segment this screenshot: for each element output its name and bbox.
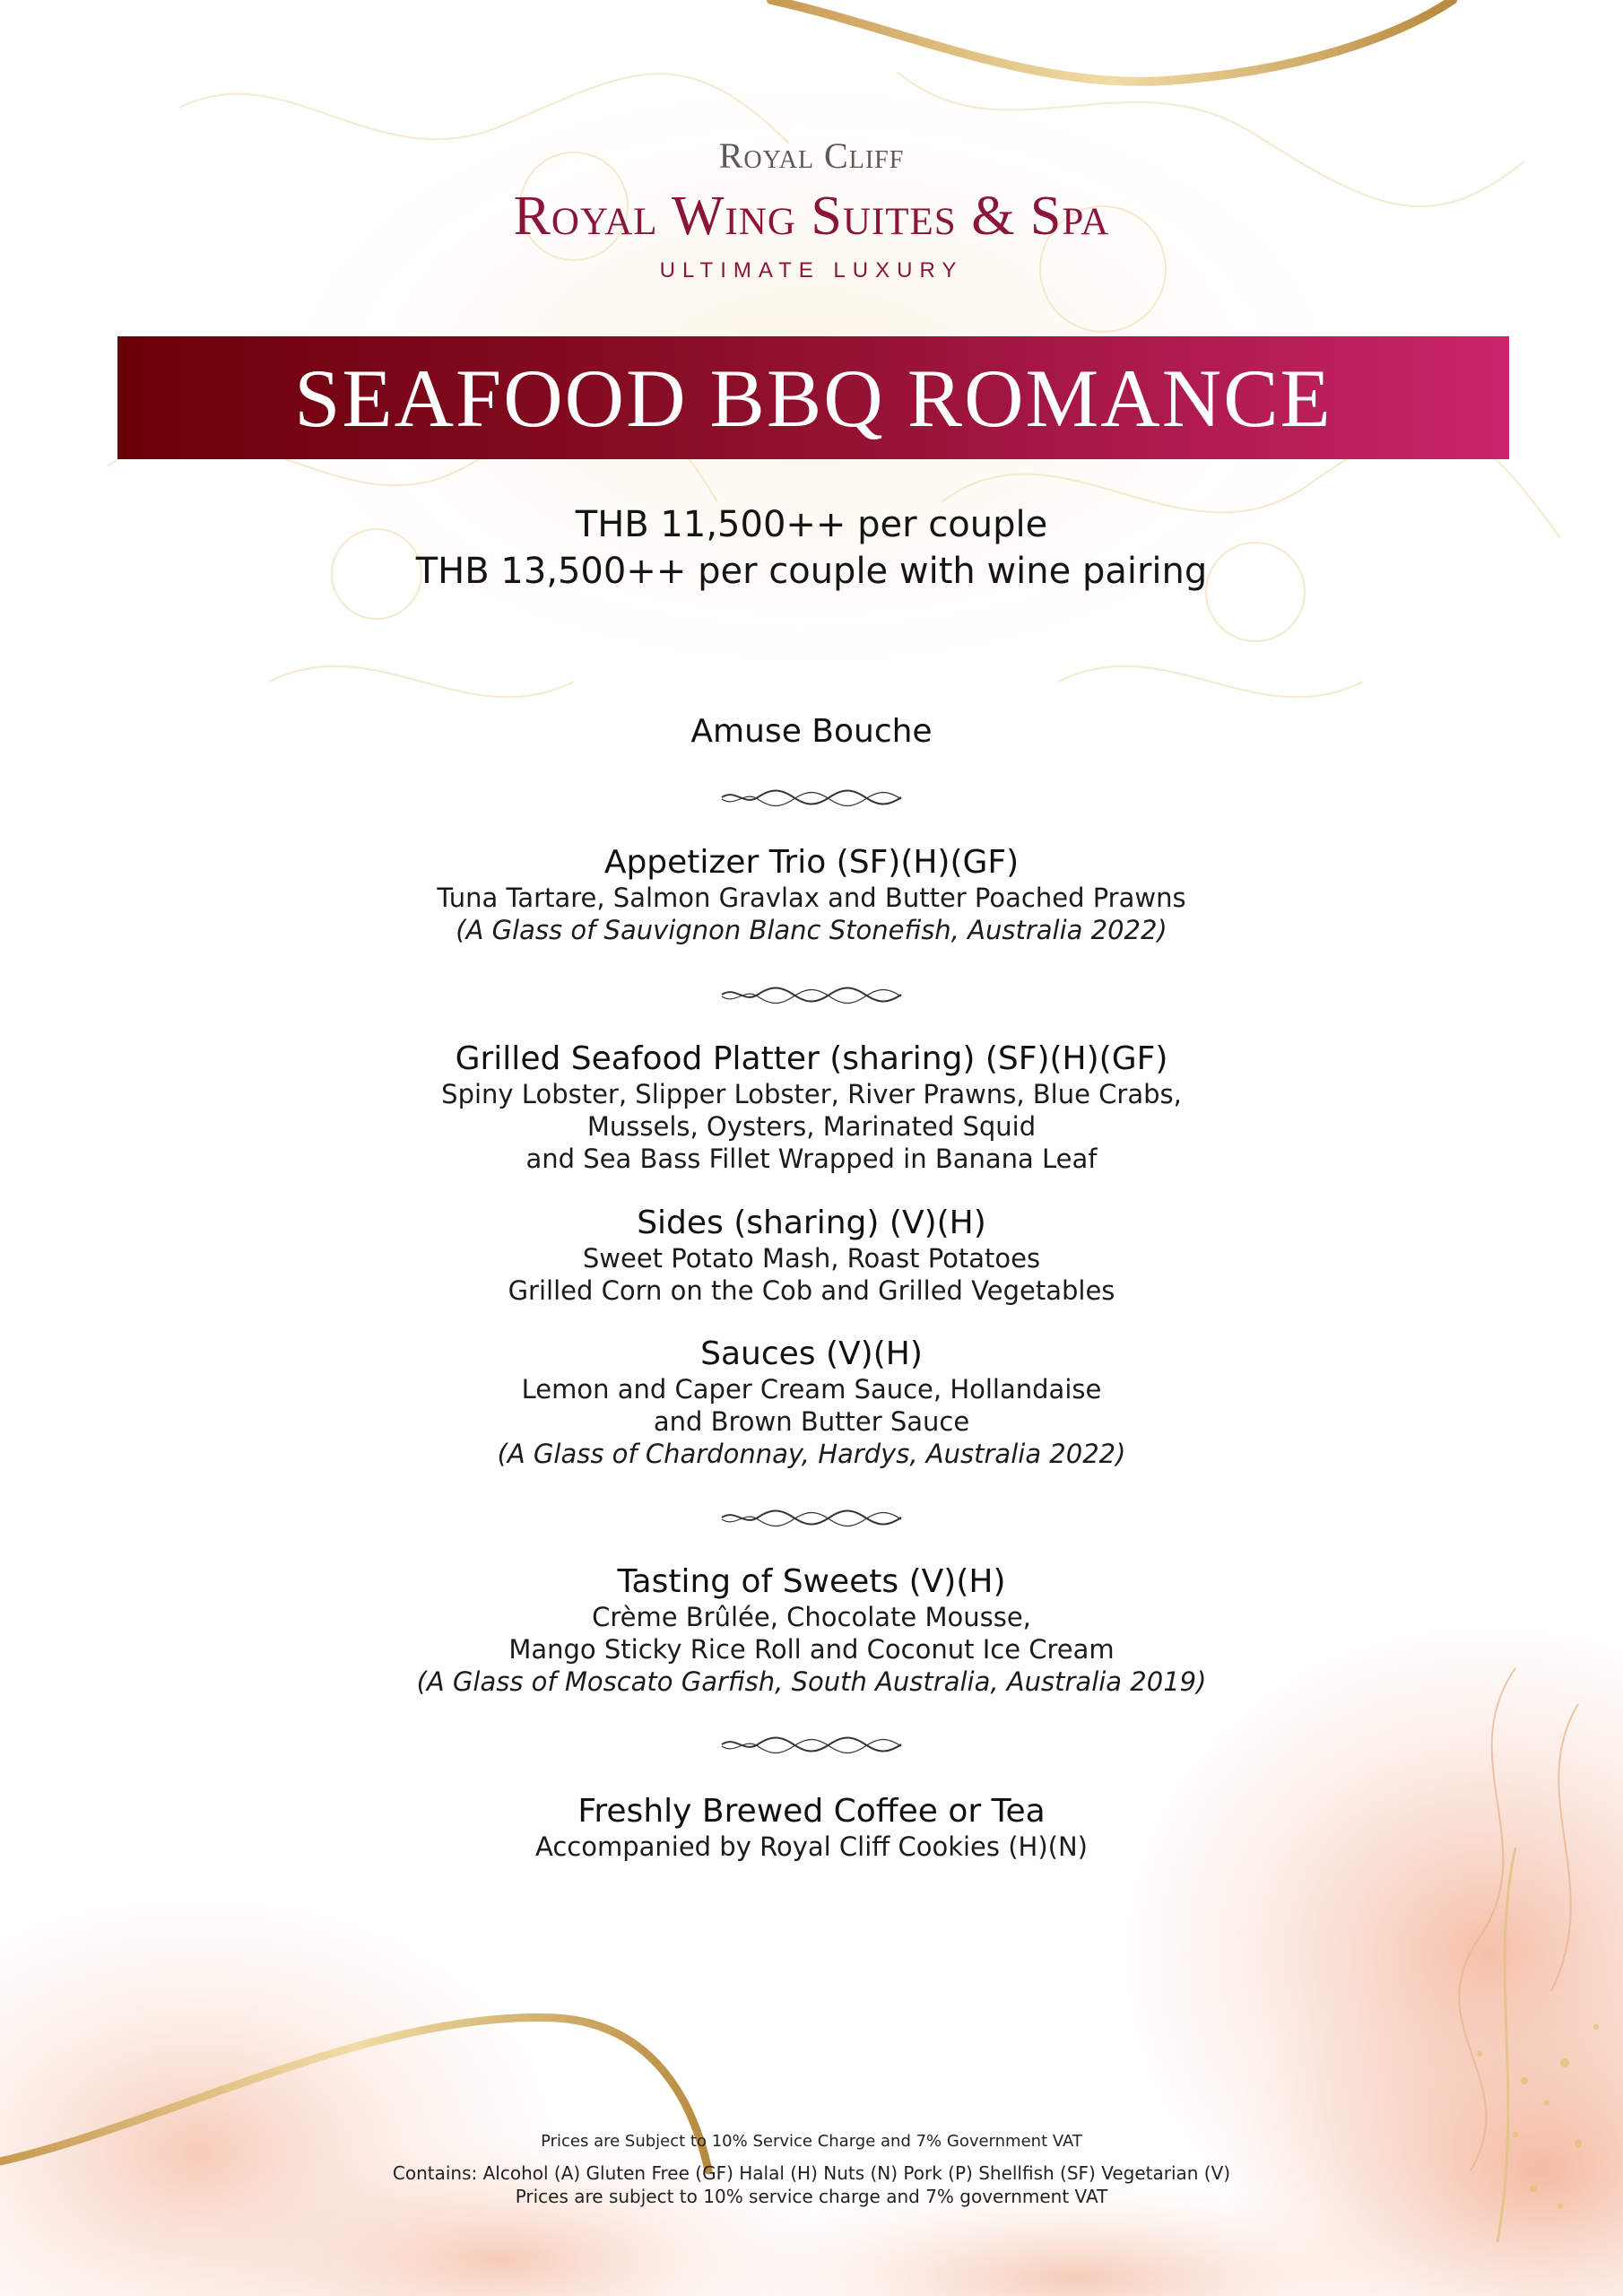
course-platter-desc-2: Mussels, Oysters, Marinated Squid <box>586 1111 1037 1142</box>
price-wine-pairing: THB 13,500++ per couple with wine pairing <box>415 551 1208 592</box>
footer-vat-note: Prices are subject to 10% service charge and 7% government VAT <box>515 2186 1108 2207</box>
ornament-divider <box>717 1734 906 1755</box>
course-platter-desc-1: Spiny Lobster, Slipper Lobster, River Prawns, Blue Crabs, <box>441 1079 1182 1109</box>
ornament-divider <box>717 984 906 1005</box>
course-sides-desc-1: Sweet Potato Mash, Roast Potatoes <box>582 1243 1041 1274</box>
course-appetizer-wine: (A Glass of Sauvignon Blanc Stonefish, Australia 2022) <box>456 915 1167 945</box>
course-appetizer-desc: Tuna Tartare, Salmon Gravlax and Butter Poached Prawns <box>437 883 1186 913</box>
price-couple: THB 11,500++ per couple <box>575 504 1048 545</box>
course-amuse-title: Amuse Bouche <box>690 713 933 750</box>
course-sides-desc-2: Grilled Corn on the Cob and Grilled Vegetables <box>508 1275 1115 1306</box>
hotel-name: Royal Wing Suites & Spa <box>513 186 1110 247</box>
course-sauces-desc-2: and Brown Butter Sauce <box>653 1406 970 1437</box>
course-sweets-desc-2: Mango Sticky Rice Roll and Coconut Ice Cream <box>508 1634 1115 1665</box>
course-platter-title: Grilled Seafood Platter (sharing) (SF)(H)(GF) <box>455 1040 1168 1077</box>
course-sweets-desc-1: Crème Brûlée, Chocolate Mousse, <box>592 1602 1031 1632</box>
course-sauces-desc-1: Lemon and Caper Cream Sauce, Hollandaise <box>521 1374 1102 1405</box>
footer-price-note: Prices are Subject to 10% Service Charge and 7% Government VAT <box>541 2132 1082 2151</box>
course-sides-title: Sides (sharing) (V)(H) <box>637 1205 986 1241</box>
course-sauces-wine: (A Glass of Chardonnay, Hardys, Australia 2022) <box>497 1439 1126 1469</box>
course-sweets-title: Tasting of Sweets (V)(H) <box>617 1563 1006 1600</box>
course-sweets-wine: (A Glass of Moscato Garfish, South Australia, Australia 2019) <box>416 1666 1207 1697</box>
course-coffee-desc: Accompanied by Royal Cliff Cookies (H)(N) <box>535 1831 1088 1862</box>
brand-name: Royal Cliff <box>718 135 905 176</box>
ornament-divider <box>717 1507 906 1528</box>
course-appetizer-title: Appetizer Trio (SF)(H)(GF) <box>603 844 1020 881</box>
ornament-divider <box>717 787 906 808</box>
course-sauces-title: Sauces (V)(H) <box>700 1335 923 1372</box>
footer-dietary-legend: Contains: Alcohol (A) Gluten Free (GF) Halal (H) Nuts (N) Pork (P) Shellfish (SF) Vegetarian (V) <box>392 2162 1231 2184</box>
menu-title: SEAFOOD BBQ ROMANCE <box>294 352 1332 444</box>
course-platter-desc-3: and Sea Bass Fillet Wrapped in Banana Leaf <box>525 1144 1098 1174</box>
brand-tagline: ULTIMATE LUXURY <box>659 258 964 283</box>
course-coffee-title: Freshly Brewed Coffee or Tea <box>577 1793 1046 1830</box>
title-banner <box>117 336 1509 459</box>
